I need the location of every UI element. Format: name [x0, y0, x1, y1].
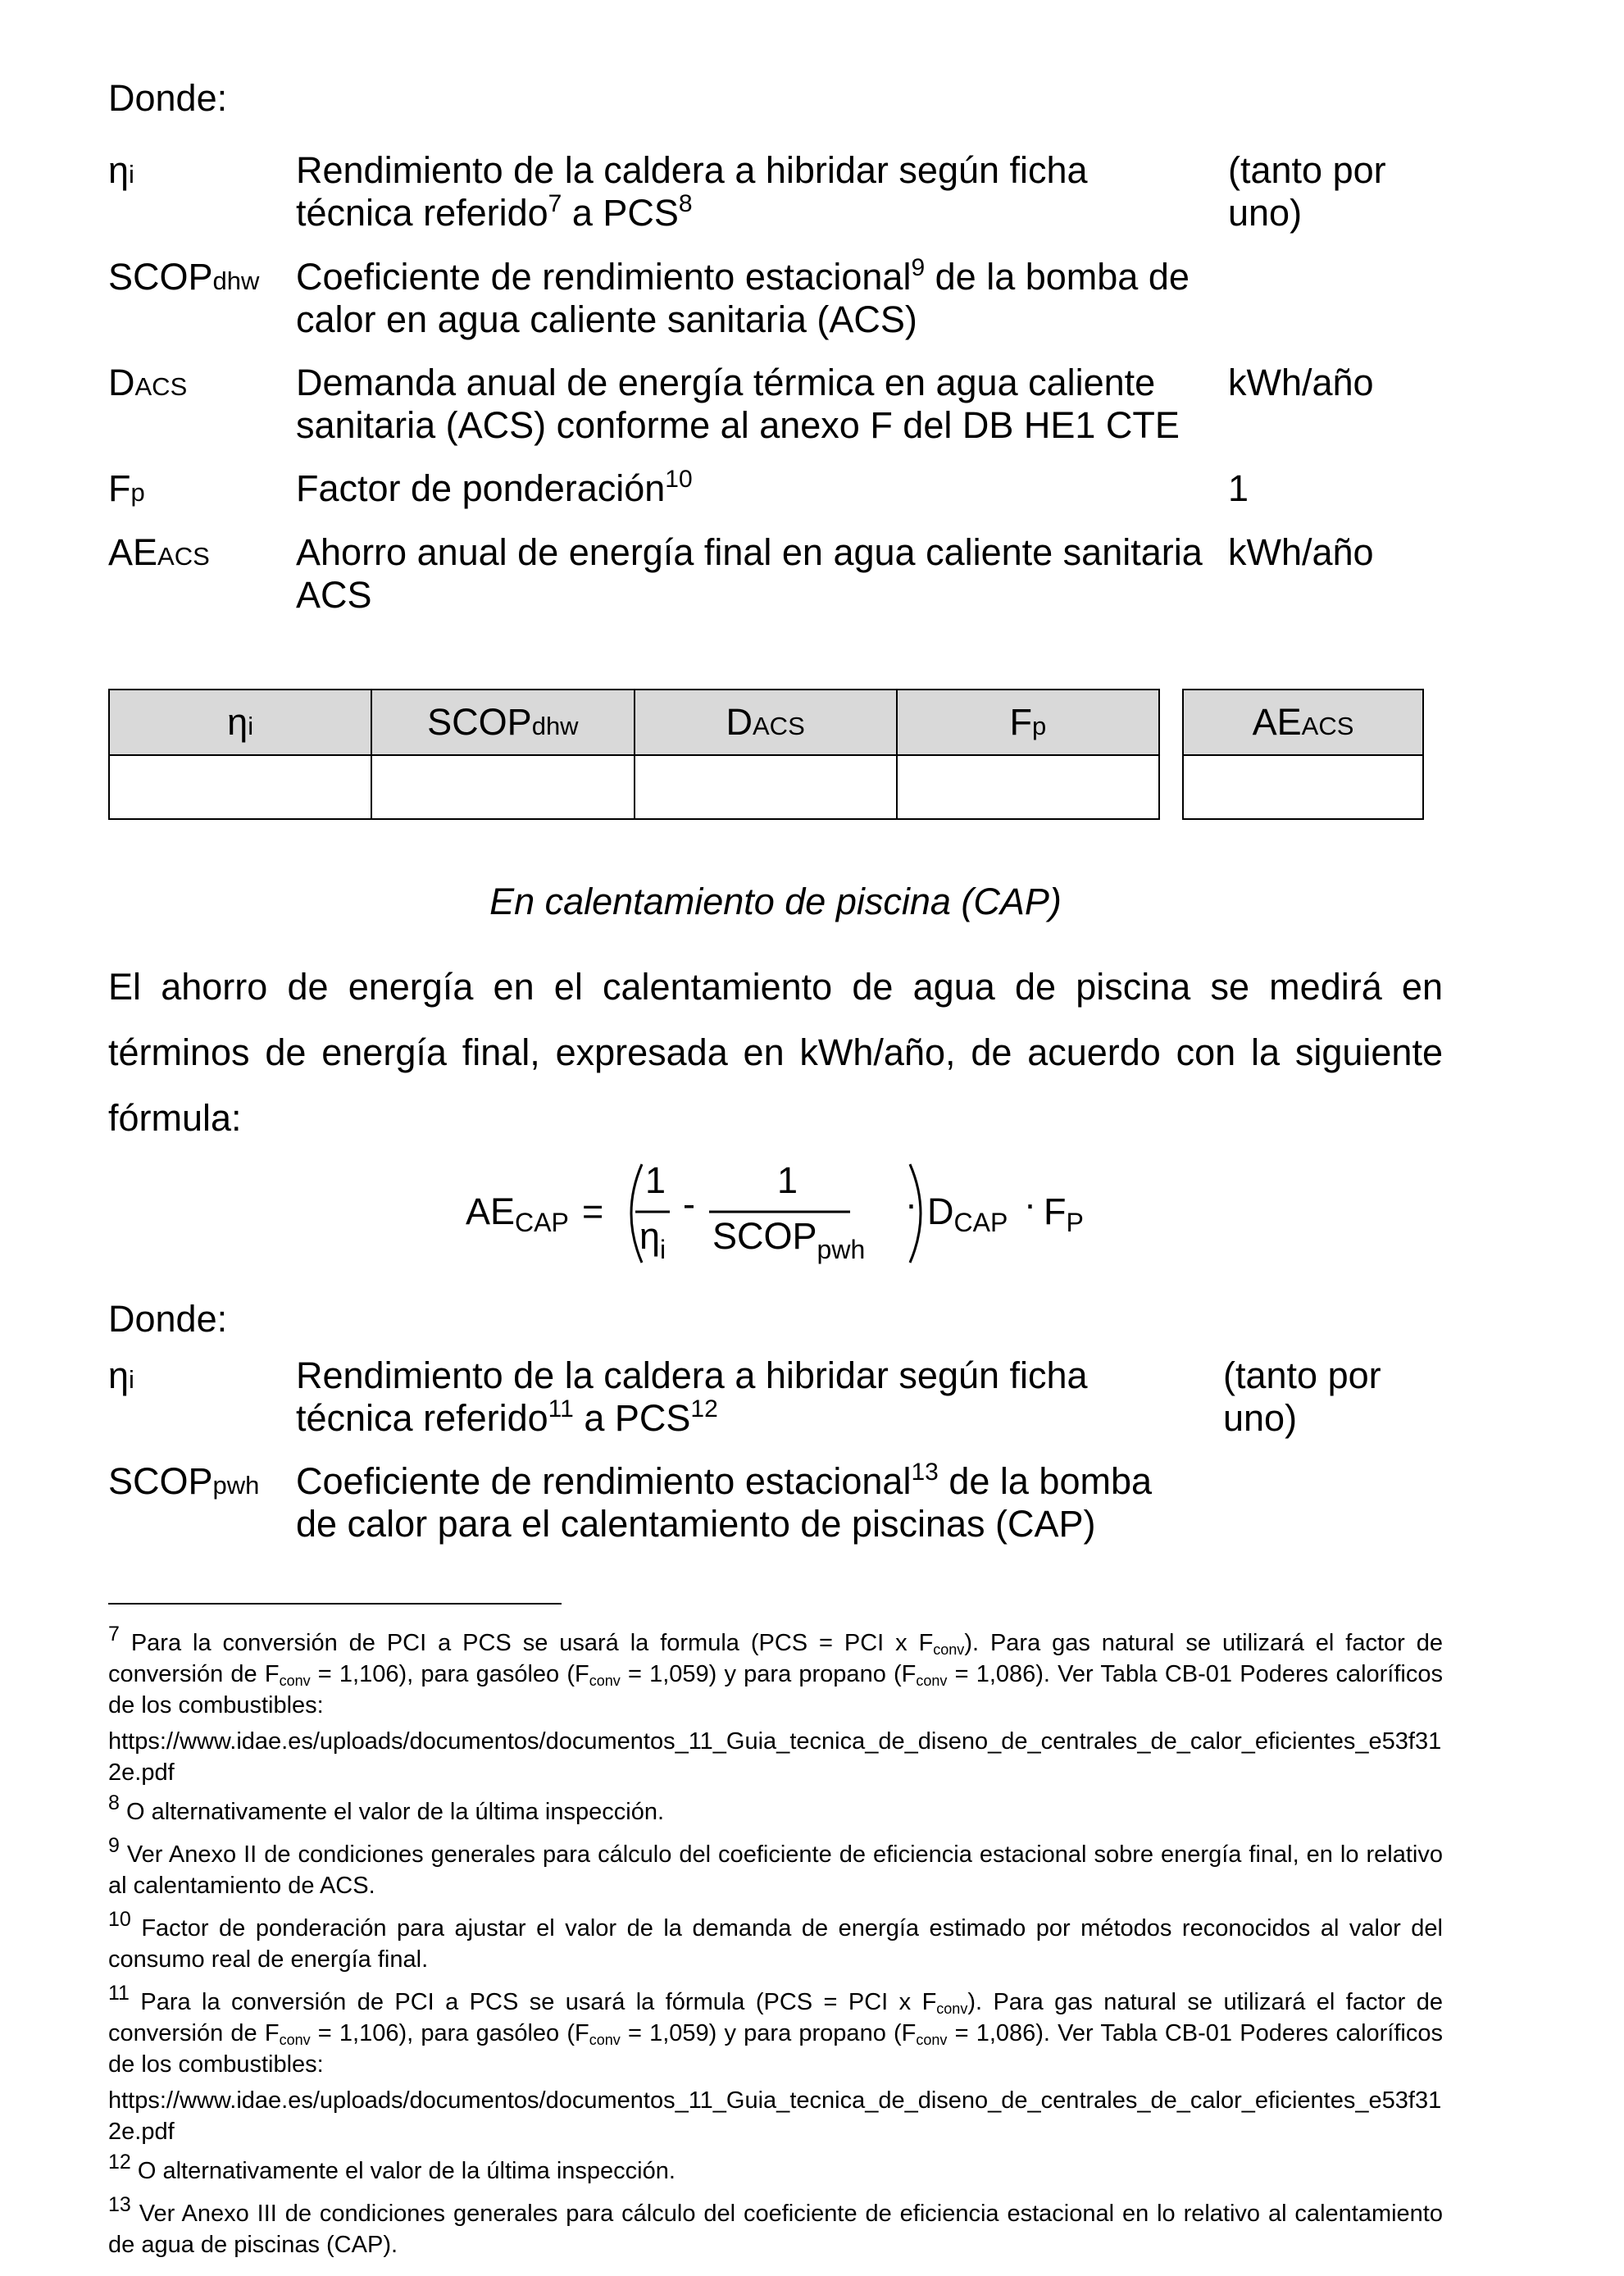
formula-den2: $SCOP_{pwh}$ — [712, 1215, 866, 1264]
table-cell[interactable] — [897, 755, 1159, 819]
footnote-7: 7 Para la conversión de PCI a PCS se usará la formula (PCS = PCI x Fconv). Para gas natural se utilizará el factor de conversión de Fconv = 1,106), para gasóleo (Fconv = 1,059) y para propano (Fconv = 1,086). Ver Tabla CB-01 Poderes caloríficos de los combustibles: — [108, 1623, 1443, 1718]
var-unit: 1 — [1228, 467, 1249, 509]
footnote-12: 12 O alternativamente el valor de la última inspección. — [108, 2151, 676, 2184]
table-header-cell: ηi — [109, 690, 371, 755]
formula-dot: · — [1024, 1183, 1036, 1225]
formula-num1: 1 — [645, 1159, 666, 1201]
table-header-row — [1183, 690, 1423, 755]
footnote-separator — [108, 1603, 562, 1605]
var-unit: (tanto por uno) — [1228, 149, 1386, 234]
footnote-11: 11 Para la conversión de PCI a PCS se usará la fórmula (PCS = PCI x Fconv). Para gas natural se utilizará el factor de conversión de Fconv = 1,106), para gasóleo (Fconv = 1,059) y para propano (Fconv = 1,086). Ver Tabla CB-01 Poderes caloríficos de los combustibles: — [108, 1982, 1443, 2078]
var-symbol: AEACS — [108, 531, 210, 573]
body-paragraph: El ahorro de energía en el calentamiento de agua de piscina se medirá en términos de energía final, expresada en kWh/año, de acuerdo con la siguiente fórmula: — [108, 966, 1443, 1139]
footnote-7-link[interactable]: https://www.idae.es/uploads/documentos/documentos_11_Guia_tecnica_de_diseno_de_centrales_de_calor_eficientes_e53f312e.pdf — [108, 1728, 1442, 1786]
formula-equals: = — [582, 1190, 604, 1232]
var-symbol: SCOPpwh — [108, 1460, 260, 1502]
formula-f: $F_P$ — [1044, 1190, 1084, 1237]
var-symbol: DACS — [108, 362, 188, 403]
footnote-9: 9 Ver Anexo II de condiciones generales para cálculo del coeficiente de eficiencia estacional sobre energía final, en lo relativo al calentamiento de ACS. — [108, 1834, 1443, 1899]
formula-den1: $\eta_i$ — [639, 1215, 666, 1264]
var-unit: kWh/año — [1228, 362, 1374, 403]
table-row — [1183, 755, 1423, 819]
table-header-cell: AEACS — [1183, 690, 1423, 755]
var-symbol: ηi — [108, 149, 134, 191]
table-header-cell: Fp — [897, 690, 1159, 755]
table-cell[interactable] — [1183, 755, 1423, 819]
table-cell[interactable] — [371, 755, 634, 819]
footnote-11-link[interactable]: https://www.idae.es/uploads/documentos/documentos_11_Guia_tecnica_de_diseno_de_centrales_de_calor_eficientes_e53f312e.pdf — [108, 2087, 1442, 2145]
formula-minus: - — [683, 1183, 695, 1225]
var-unit: kWh/año — [1228, 531, 1374, 573]
var-symbol: Fp — [108, 467, 145, 509]
var-symbol: SCOPdhw — [108, 256, 260, 298]
var-symbol: ηi — [108, 1354, 134, 1396]
formula-lhs: $AE_{CAP}$ — [466, 1190, 569, 1237]
table-header-cell: SCOPdhw — [371, 690, 634, 755]
formula-dot: · — [905, 1183, 917, 1225]
table-header-row — [109, 690, 1159, 755]
footnote-8: 8 O alternativamente el valor de la última inspección. — [108, 1791, 665, 1825]
table-header-cell: DACS — [635, 690, 897, 755]
donde-label: Donde: — [108, 77, 228, 119]
table-row — [109, 755, 1159, 819]
var-description: Coeficiente de rendimiento estacional$^{13}$ de la bomba de calor para el calentamiento de piscinas (CAP) — [296, 1459, 1153, 1545]
table-cell[interactable] — [635, 755, 897, 819]
var-description: Factor de ponderación$^{10}$ — [296, 466, 693, 509]
formula-d: $D_{CAP}$ — [927, 1190, 1008, 1237]
footnote-13: 13 Ver Anexo III de condiciones generales para cálculo del coeficiente de eficiencia estacional en lo relativo al calentamiento de agua de piscinas (CAP). — [108, 2193, 1443, 2258]
var-description: Coeficiente de rendimiento estacional$^9$ de la bomba de calor en agua caliente sanitaria (ACS) — [296, 254, 1190, 340]
var-description: Rendimiento de la caldera a hibridar según ficha técnica referido$^{11}$ a PCS$^{12}$ — [296, 1354, 1088, 1439]
formula-num2: 1 — [777, 1159, 798, 1201]
var-description: Demanda anual de energía térmica en agua caliente sanitaria (ACS) conforme al anexo F del DB HE1 CTE — [296, 362, 1180, 446]
var-description: Rendimiento de la caldera a hibridar según ficha técnica referido$^7$ a PCS$^8$ — [296, 149, 1088, 234]
ae-table — [1182, 689, 1424, 820]
section-heading: En calentamiento de piscina (CAP) — [489, 881, 1062, 922]
var-description: Ahorro anual de energía final en agua caliente sanitaria ACS — [296, 531, 1203, 616]
table-cell[interactable] — [109, 755, 371, 819]
footnote-10: 10 Factor de ponderación para ajustar el valor de la demanda de energía estimado por métodos reconocidos al valor del consumo real de energía final. — [108, 1908, 1443, 1973]
values-table — [108, 689, 1160, 820]
footnotes — [108, 1623, 1443, 2260]
var-unit: (tanto por uno) — [1223, 1354, 1381, 1439]
donde-label: Donde: — [108, 1298, 228, 1340]
